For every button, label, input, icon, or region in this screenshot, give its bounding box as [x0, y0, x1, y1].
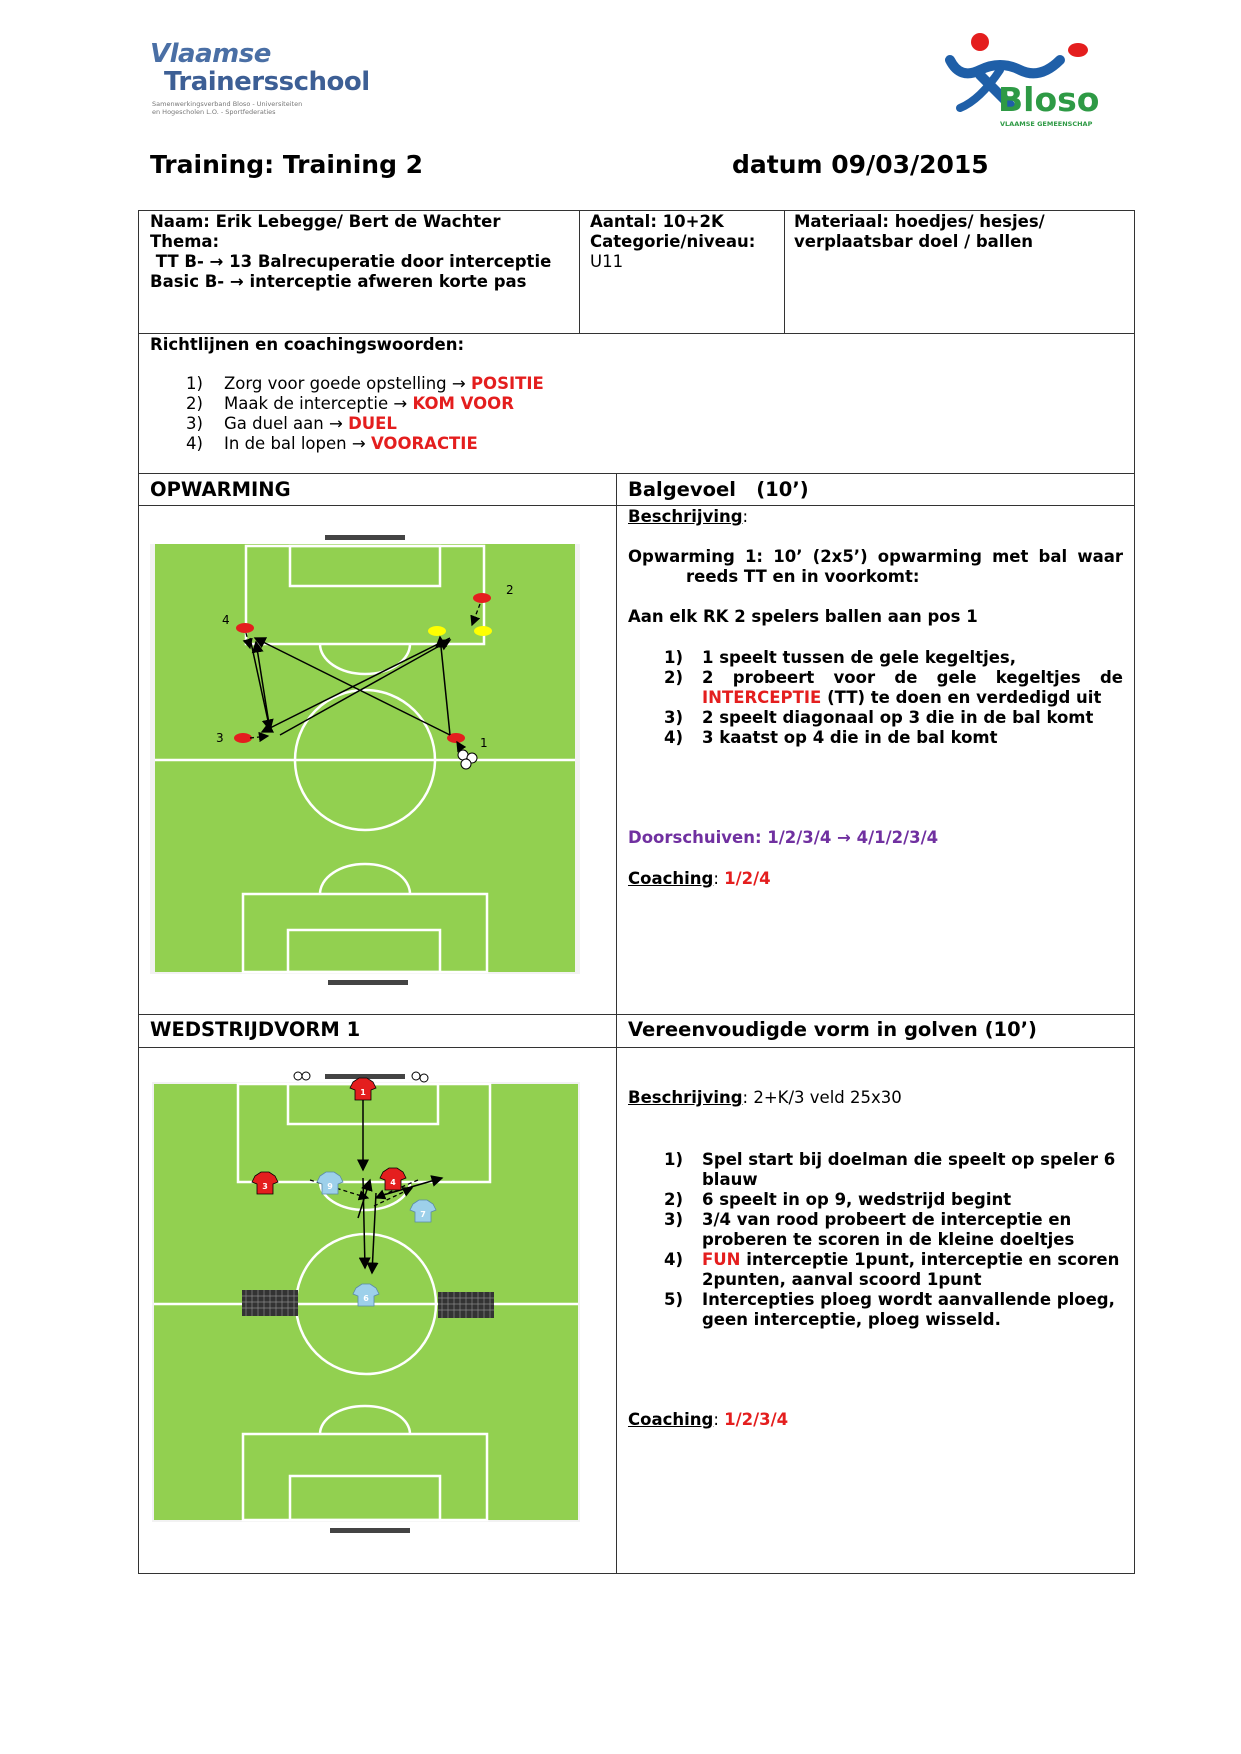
richtlijnen-list [150, 374, 1050, 454]
list-item: 1) Spel start bij doelman die speelt op speler 6 [664, 1150, 1116, 1169]
svg-text:3: 3 [262, 1182, 268, 1191]
niveau: U11 [590, 252, 624, 271]
wedstrijd-steps: 1) Spel start bij doelman die speelt op speler 6 blauw 2) 6 speelt in op 9, wedstrijd begint 3) 3/4 van rood probeert de interceptie en proberen te scoren in de kleine doeltjes 4) FUN interceptie 1punt, interceptie en scoren 2punten, aanval scoord 1punt 5) Intercepties ploeg wordt aanvallende ploeg, geen interceptie, ploeg wisseld. [628, 1150, 1123, 1330]
wedstrijd-coaching: Coaching: 1/2/3/4 [628, 1410, 789, 1429]
logo-line1: Vlaamse [150, 39, 271, 69]
wedstrijd-beschrijving: Beschrijving: 2+K/3 veld 25x30 [628, 1088, 902, 1107]
richtlijnen-title: Richtlijnen en coachingswoorden: [150, 335, 465, 354]
pos-label-1: 1 [480, 736, 488, 750]
thema-line2: Basic B- → interceptie afweren korte pas [150, 272, 527, 291]
beschrijving-label: Beschrijving: [628, 507, 749, 526]
list-item: 5) Intercepties ploeg wordt aanvallende ploeg, [664, 1290, 1115, 1309]
logo-line3: Samenwerkingsverband Bloso - Universiteiten [152, 100, 303, 108]
training-title: Training: Training 2 [150, 150, 424, 179]
logo-line2: Trainersschool [164, 67, 370, 97]
logo-line4: en Hogescholen L.O. - Sportfederaties [152, 108, 276, 116]
opwarming-title: OPWARMING [150, 478, 291, 501]
list-item: 3) Ga duel aan → DUEL [186, 414, 397, 433]
thema-label: Thema: [150, 232, 220, 251]
list-item: 2) 2 probeert voor de gele kegeltjes de [664, 668, 1123, 687]
list-item: 3) 3/4 van rood probeert de interceptie en [664, 1210, 1072, 1229]
naam: Naam: Erik Lebegge/ Bert de Wachter [150, 212, 501, 231]
red-cone [236, 623, 254, 633]
training-date: datum 09/03/2015 [732, 150, 989, 179]
list-item: 2) Maak de interceptie → KOM VOOR [186, 394, 514, 413]
bloso-logo [940, 30, 1120, 135]
small-goal-icon [242, 1290, 298, 1316]
thema-line1: TT B- → 13 Balrecuperatie door interceptie [150, 252, 552, 271]
svg-text:7: 7 [420, 1210, 426, 1219]
svg-text:9: 9 [327, 1182, 333, 1191]
red-cone [473, 593, 491, 603]
vlaamse-trainersschool-logo [150, 40, 390, 120]
opwarming-intro1: Opwarming 1: 10’ (2x5’) opwarming met bal waar [628, 547, 1123, 566]
categorie: Categorie/niveau: [590, 232, 756, 251]
opwarming-steps [628, 648, 1123, 748]
list-item: 4) FUN interceptie 1punt, interceptie en scoren [664, 1250, 1120, 1269]
materiaal-line2: verplaatsbar doel / ballen [794, 232, 1034, 251]
wedstrijd-title: WEDSTRIJDVORM 1 [150, 1018, 361, 1041]
wedstrijd-field [150, 1068, 580, 1538]
opwarming-coaching: Coaching: 1/2/4 [628, 869, 771, 888]
red-cone [234, 733, 252, 743]
opwarming-field [150, 530, 580, 990]
balgevoel-title: Balgevoel (10’) [628, 478, 809, 501]
svg-text:1: 1 [360, 1088, 366, 1097]
list-item: 3) 2 speelt diagonaal op 3 die in de bal komt [664, 708, 1094, 727]
pos-label-4: 4 [222, 613, 230, 627]
list-item: 2) 6 speelt in op 9, wedstrijd begint [664, 1190, 1012, 1209]
small-goal-icon [438, 1292, 494, 1318]
materiaal-line1: Materiaal: hoedjes/ hesjes/ [794, 212, 1045, 231]
list-item: 4) 3 kaatst op 4 die in de bal komt [664, 728, 998, 747]
list-item: 4) In de bal lopen → VOORACTIE [186, 434, 478, 453]
svg-text:6: 6 [363, 1294, 369, 1303]
opwarming-intro2: reeds TT en in voorkomt: [686, 567, 920, 586]
doorschuiven: Doorschuiven: 1/2/3/4 → 4/1/2/3/4 [628, 828, 939, 847]
bloso-name: Bloso [998, 80, 1100, 119]
pos-label-3: 3 [216, 731, 224, 745]
opwarming-rk: Aan elk RK 2 spelers ballen aan pos 1 [628, 607, 978, 626]
aantal: Aantal: 10+2K [590, 212, 724, 231]
vereenvoudigde-title: Vereenvoudigde vorm in golven (10’) [628, 1018, 1037, 1041]
yellow-cone [428, 626, 446, 636]
svg-text:4: 4 [390, 1178, 396, 1187]
list-item: INTERCEPTIE (TT) te doen en verdedigd uit [702, 688, 1102, 707]
bloso-sub: VLAAMSE GEMEENSCHAP [1000, 120, 1093, 128]
yellow-cone [474, 626, 492, 636]
list-item: 1) 1 speelt tussen de gele kegeltjes, [664, 648, 1017, 667]
list-item: 1) Zorg voor goede opstelling → POSITIE [186, 374, 544, 393]
pos-label-2: 2 [506, 583, 514, 597]
